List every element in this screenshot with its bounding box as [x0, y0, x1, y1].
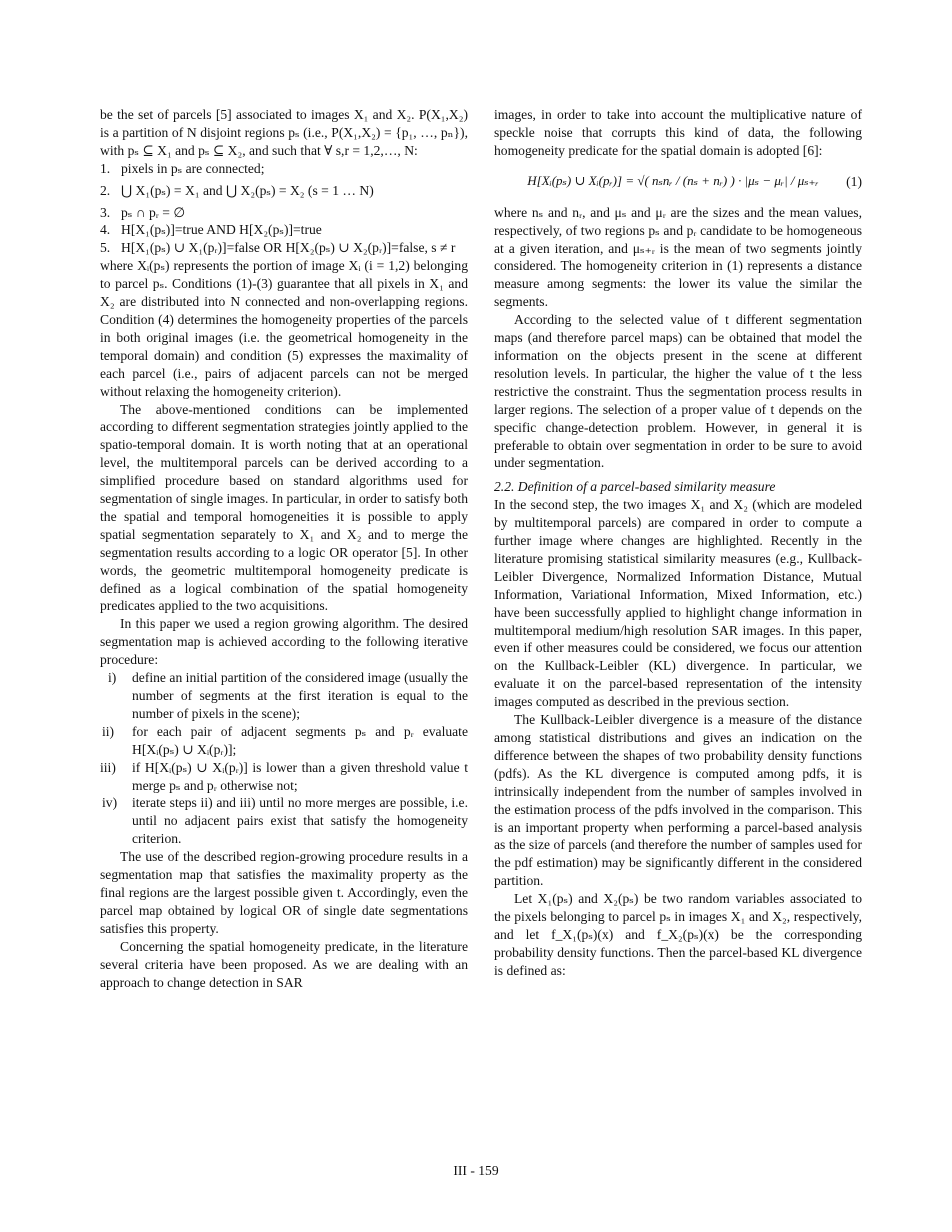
- step-iii-text: if H[Xᵢ(pₛ) ∪ Xᵢ(pᵣ)] is lower than a given threshold value t merge pₛ and pᵣ otherwise not;: [132, 759, 468, 793]
- step-iv: iv) iterate steps ii) and iii) until no more merges are possible, i.e. until no adjacent pairs exist that satisfy the homogeneity criterion.: [102, 795, 468, 847]
- condition-2: 2. ⋃ X₁(pₛ) = X₁ and ⋃ X₂(pₛ) = X₂ (s = 1 … N): [100, 182, 374, 198]
- right-paragraph-3: According to the selected value of t different segmentation maps (and therefore parcel maps) can be obtained that model the information on the objects present in the scene at different resolution levels. In particular, the higher the value of t the less restrictive the constraint. Thus the segmentation process results in larger regions. The selection of a proper value of t depends on the specific change-detection problem. However, in general it is preferable to obtain over segmentation in order to be sure to avoid under segmentation.: [494, 312, 862, 471]
- right-paragraph-4: In the second step, the two images X₁ and X₂ (which are modeled by multitemporal parcels) are compared in order to compute a further image where changes are highlighted. Recently in the literature promising statistical similarity measures (e.g., Kullback-Leibler Divergence, Normalized Information Distance, Mutual Information, Variational Information, Mixed Information, etc.) have been successfully applied to highlight change information in multitemporal medium/high resolution SAR images. In this paper, even if other measures could be considered, we focus our attention on the Kullback-Leibler (KL) divergence. In particular, we evaluate it on the parcel-based representation of the intensity images computed as described in the previous section.: [494, 497, 862, 710]
- step-i: i) define an initial partition of the considered image (usually the number of segments at the first iteration is equal to the number of pixels in the scene);: [108, 670, 468, 721]
- left-paragraph-2: where Xᵢ(pₛ) represents the portion of image Xᵢ (i = 1,2) belonging to parcel pₛ. Conditions (1)-(3) guarantee that all pixels in X₁ and X₂ are distributed into N connected and non-overlapping regions. Condition (4) determines the homogeneity properties of the parcels in both original images (i.e. the geometrical homogeneity in the temporal domain) and condition (5) expresses the maximality of each parcel (i.e., pairs of adjacent parcels can not be merged without relaxing the homogeneity criterion).: [100, 258, 468, 399]
- condition-1-text: pixels in pₛ are connected;: [121, 160, 265, 176]
- left-column: [100, 106, 468, 991]
- right-paragraph-1: images, in order to take into account the multiplicative nature of speckle noise that corrupts this kind of data, the following homogeneity predicate for the spatial domain is adopted [6]:: [494, 107, 862, 158]
- condition-3-text: pₛ ∩ pᵣ = ∅: [121, 204, 186, 220]
- condition-5-text: H[X₁(pₛ) ∪ X₁(pᵣ)]=false OR H[X₂(pₛ) ∪ X₂(pᵣ)]=false, s ≠ r: [121, 240, 456, 256]
- step-iii: iii) if H[Xᵢ(pₛ) ∪ Xᵢ(pᵣ)] is lower than a given threshold value t merge pₛ and pᵣ otherwise not;: [100, 759, 468, 793]
- equation-1-body: H[Xᵢ(pₛ) ∪ Xᵢ(pᵣ)] = √( nₛnᵣ / (nₛ + nᵣ) ) · |μₛ − μᵣ| / μₛ₊ᵣ: [527, 172, 819, 188]
- left-paragraph-4: In this paper we used a region growing algorithm. The desired segmentation map is achieved according to the following iterative procedure:: [100, 616, 468, 668]
- step-iv-text: iterate steps ii) and iii) until no more merges are possible, i.e. until no adjacent pairs exist that satisfy the homogeneity criterion.: [132, 795, 468, 847]
- equation-1: [494, 160, 862, 204]
- step-ii-text: for each pair of adjacent segments pₛ and pᵣ evaluate H[Xᵢ(pₛ) ∪ Xᵢ(pᵣ)];: [132, 723, 468, 757]
- left-paragraph-3: The above-mentioned conditions can be implemented according to different segmentation strategies jointly applied to the spatio-temporal domain. It is worth noting that at an operational level, the multitemporal parcels can be derived according to a simplified procedure based on standard algorithms used for segmentation of single images. In particular, in order to satisfy both the spatial and temporal homogeneities it is possible to apply spatial segmentation separately to X₁ and X₂ and to merge the segmentation results according to a logic OR operator [5]. In other words, the geometric multitemporal homogeneity predicate is defined as a logical combination of the spatial homogeneity predicates applied to the two acquisitions.: [100, 401, 468, 614]
- left-paragraph-5: The use of the described region-growing procedure results in a segmentation map that satisfies the maximality property as the final regions are the largest possible given t. Accordingly, even the parcel map obtained by logical OR of single date segmentations satisfies this property.: [100, 849, 468, 936]
- step-i-text: define an initial partition of the considered image (usually the number of segments at the first iteration is equal to the number of pixels in the scene);: [132, 670, 468, 721]
- left-paragraph-1: be the set of parcels [5] associated to images X₁ and X₂. P(X₁,X₂) is a partition of N disjoint regions pₛ (i.e., P(X₁,X₂) = {p₁, …, pₙ}), with pₛ ⊆ X₁ and pₛ ⊆ X₂, and such that ∀ s,r = 1,2,…, N:: [100, 107, 468, 158]
- condition-4-text: H[X₁(pₛ)]=true AND H[X₂(pₛ)]=true: [121, 222, 322, 238]
- condition-3: 3. pₛ ∩ pᵣ = ∅: [100, 204, 186, 220]
- right-paragraph-6: Let X₁(pₛ) and X₂(pₛ) be two random variables associated to the pixels belonging to parcel pₛ in images X₁ and X₂, respectively, and let f_X₁(pₛ)(x) and f_X₂(pₛ)(x) be the corresponding probability density functions. Then the parcel-based KL divergence is defined as:: [494, 891, 862, 978]
- condition-2-text: ⋃ X₁(pₛ) = X₁ and ⋃ X₂(pₛ) = X₂ (s = 1 … N): [121, 182, 374, 198]
- equation-1-number: (1): [846, 173, 862, 189]
- right-paragraph-5: The Kullback-Leibler divergence is a measure of the distance among statistical distributions and gives an indication on the difference between the shapes of two probability density functions (pdfs). As the KL divergence is computed among pdfs, it is intrinsically independent from the number of samples involved in the estimation process of the pdfs involved in the comparison. This is an important property when performing a parcel-based analysis as the size of parcels (and therefore the number of samples used for the pdf estimation) may be significantly different in the considered partition.: [494, 712, 862, 889]
- step-ii: ii) for each pair of adjacent segments pₛ and pᵣ evaluate H[Xᵢ(pₛ) ∪ Xᵢ(pᵣ)];: [102, 723, 468, 757]
- right-column: [494, 106, 862, 980]
- page-number: III - 159: [453, 1163, 499, 1178]
- condition-4: 4. H[X₁(pₛ)]=true AND H[X₂(pₛ)]=true: [100, 222, 322, 238]
- right-paragraph-2: where nₛ and nᵣ, and μₛ and μᵣ are the sizes and the mean values, respectively, of two regions pₛ and pᵣ candidate to be homogeneous at a given iteration, and μₛ₊ᵣ is the mean of two segments jointly considered. The homogeneity criterion in (1) represents a distance measure among segments: the lower its value the similar the segments.: [494, 204, 862, 310]
- condition-5: 5. H[X₁(pₛ) ∪ X₁(pᵣ)]=false OR H[X₂(pₛ) ∪ X₂(pᵣ)]=false, s ≠ r: [100, 240, 456, 256]
- condition-1: 1. pixels in pₛ are connected;: [100, 160, 265, 176]
- section-heading-2-2: 2.2. Definition of a parcel-based similarity measure: [494, 479, 776, 495]
- left-paragraph-6: Concerning the spatial homogeneity predicate, in the literature several criteria have been proposed. As we are dealing with an approach to change detection in SAR: [100, 938, 468, 990]
